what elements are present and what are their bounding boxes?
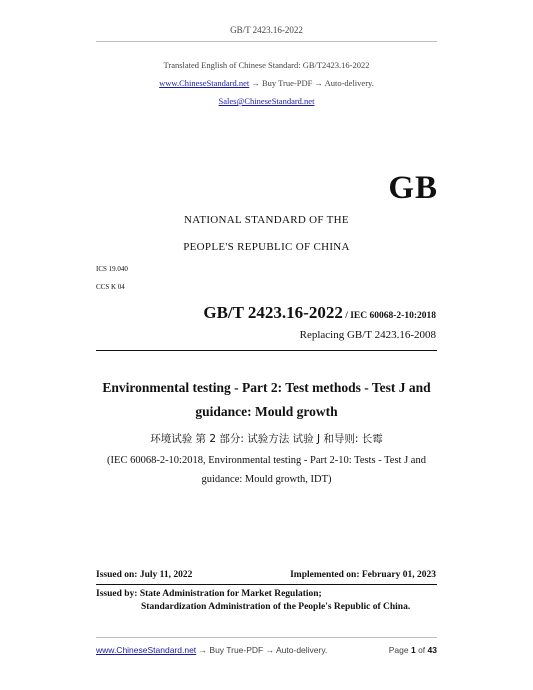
- iec-reference-line-1: (IEC 60068-2-10:2018, Environmental testing - Part 2-10: Tests - Test J and: [107, 455, 426, 466]
- running-header: GB/T 2423.16-2022: [230, 25, 303, 35]
- title-line-1: Environmental testing - Part 2: Test methods - Test J and: [102, 380, 431, 395]
- ccs-code: CCS K 04: [96, 283, 125, 291]
- of-label: of: [415, 645, 428, 655]
- standard-number-main: GB/T 2423.16-2022: [203, 303, 343, 322]
- page-label: Page: [388, 645, 411, 655]
- page-total: 43: [427, 645, 437, 655]
- implemented-on-date: Implemented on: February 01, 2023: [290, 570, 436, 580]
- buy-text: → Buy True-PDF → Auto-delivery.: [249, 78, 374, 88]
- national-standard-line-2: PEOPLE'S REPUBLIC OF CHINA: [183, 241, 350, 253]
- gb-logo: GB: [388, 170, 438, 206]
- title-line-2: guidance: Mould growth: [195, 404, 338, 419]
- translated-notice: Translated English of Chinese Standard: GB/T2423.16-2022: [163, 60, 370, 70]
- email-link[interactable]: Sales@ChineseStandard.net: [218, 96, 315, 106]
- page-counter: [300, 645, 437, 655]
- chinese-title: 环境试验 第 2 部分: 试验方法 试验 J 和导则: 长霉: [150, 433, 383, 445]
- email-line: [0, 96, 533, 106]
- page-number: 1: [410, 645, 416, 655]
- ics-code: ICS 19.040: [96, 265, 128, 273]
- footer-site-link[interactable]: www.ChineseStandard.net: [96, 645, 197, 655]
- standard-number-iec: / IEC 60068-2-10:2018: [342, 311, 436, 321]
- site-link[interactable]: www.ChineseStandard.net: [159, 78, 250, 88]
- issued-by-line-1: Issued by: State Administration for Market Regulation;: [96, 589, 322, 599]
- title-divider: [96, 350, 437, 351]
- replacing-note: Replacing GB/T 2423.16-2008: [299, 329, 436, 341]
- issued-on-date: Issued on: July 11, 2022: [96, 570, 193, 580]
- iec-reference-line-2: guidance: Mould growth, IDT): [201, 474, 332, 485]
- dates-divider: [96, 584, 437, 585]
- footer-buy-text: → Buy True-PDF → Auto-delivery.: [196, 645, 328, 655]
- national-standard-line-1: NATIONAL STANDARD OF THE: [184, 214, 349, 226]
- purchase-line: [0, 78, 533, 88]
- issued-by-line-2: Standardization Administration of the People's Republic of China.: [141, 602, 411, 612]
- footer-purchase-line: [96, 645, 327, 655]
- footer-divider: [96, 637, 437, 638]
- standard-number: [96, 303, 436, 323]
- header-divider: [96, 41, 437, 42]
